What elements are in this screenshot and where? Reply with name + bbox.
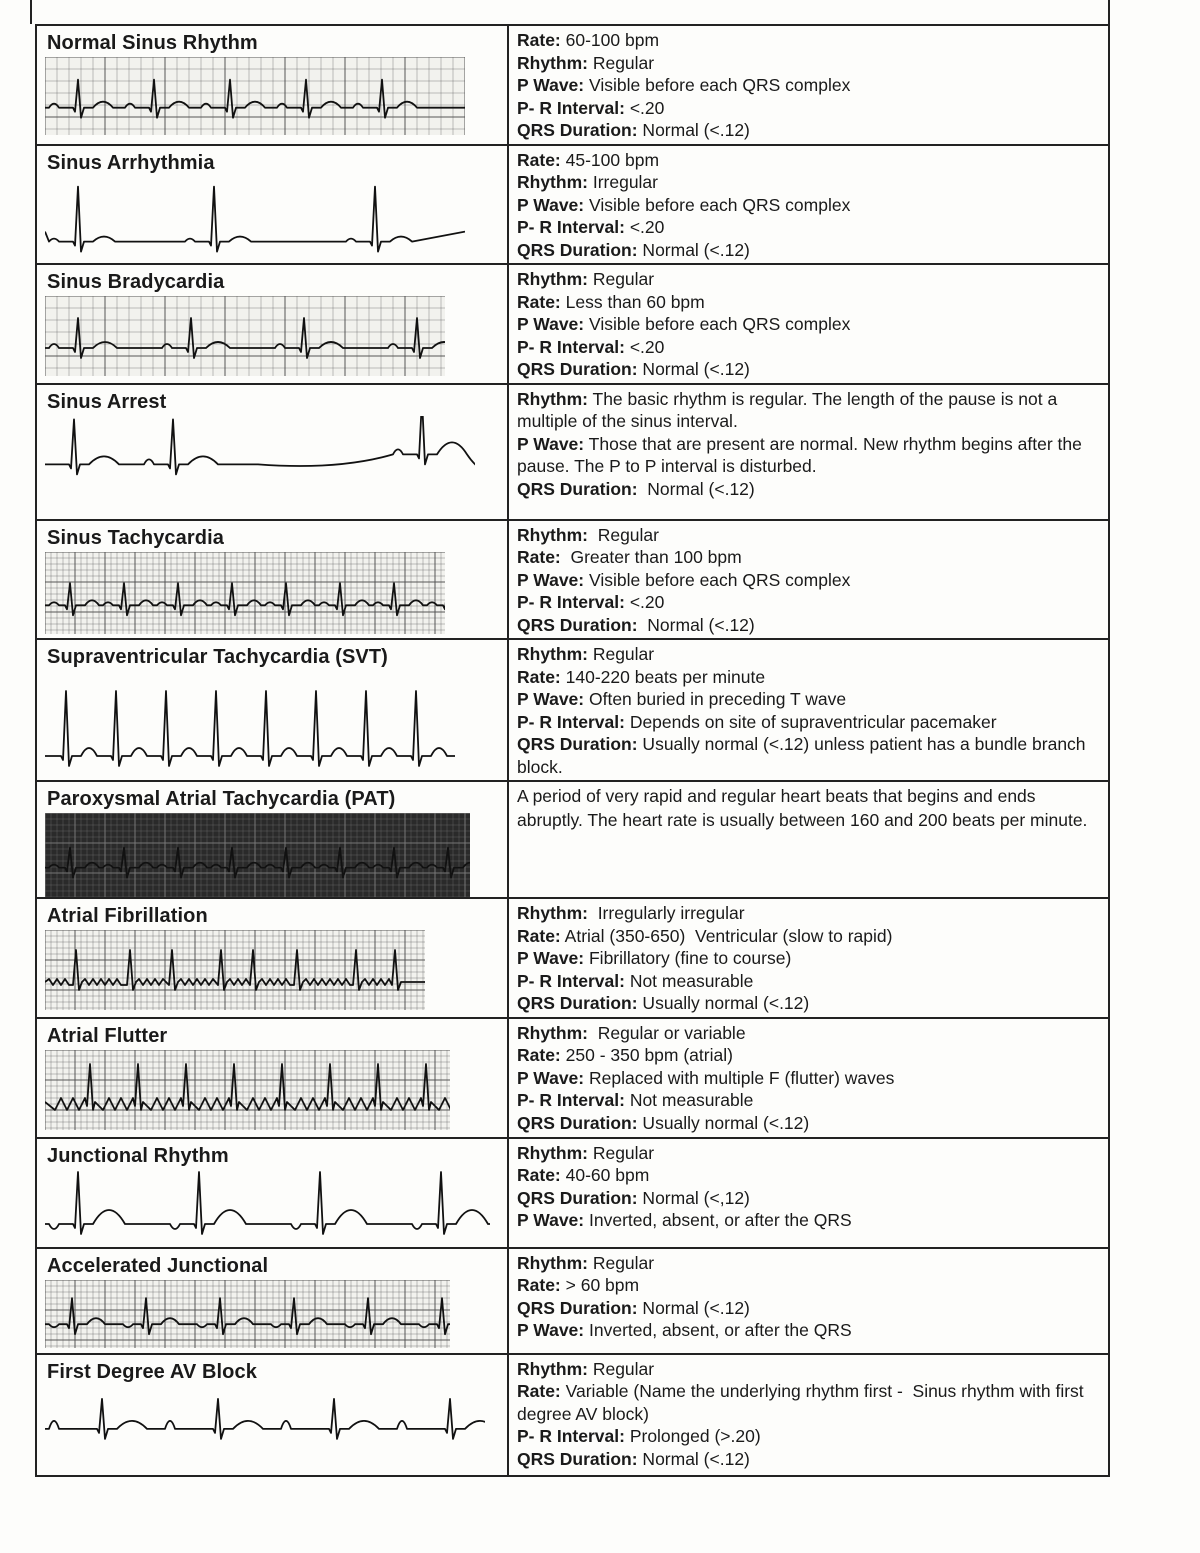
criteria-value: Inverted, absent, or after the QRS bbox=[584, 1210, 852, 1230]
rhythm-name: Sinus Arrest bbox=[47, 390, 167, 413]
criteria-value: Usually normal (<.12) bbox=[637, 1112, 810, 1133]
rhythm-name: Atrial Flutter bbox=[47, 1024, 168, 1047]
criteria-line bbox=[517, 1448, 1102, 1471]
ecg-trace bbox=[45, 1172, 490, 1234]
rhythm-row bbox=[36, 1138, 1109, 1248]
criteria-line bbox=[517, 524, 1102, 547]
ecg-strip bbox=[45, 813, 470, 897]
ecg-strip bbox=[45, 57, 465, 135]
criteria-value: Depends on site of supraventricular pacemaker bbox=[624, 711, 997, 732]
criteria-label: QRS Duration: bbox=[517, 1297, 638, 1318]
rhythm-row bbox=[36, 639, 1109, 781]
criteria-line bbox=[517, 1297, 1102, 1320]
criteria-line bbox=[517, 614, 1102, 637]
rhythm-name: Accelerated Junctional bbox=[47, 1254, 269, 1277]
criteria-value: Those that are present are normal. New rhythm begins after the pause. The P to P interval is disturbed. bbox=[517, 433, 1087, 476]
criteria-line bbox=[517, 688, 1102, 711]
criteria-value: Regular bbox=[587, 1142, 655, 1163]
rhythm-criteria-cell bbox=[508, 384, 1109, 520]
criteria-line bbox=[517, 569, 1102, 592]
rhythm-row bbox=[36, 1248, 1109, 1354]
rhythm-criteria-cell bbox=[508, 1138, 1109, 1248]
criteria-line bbox=[517, 733, 1102, 778]
ecg-strip bbox=[45, 177, 465, 261]
rhythm-criteria-cell bbox=[508, 520, 1109, 640]
criteria-label: P Wave: bbox=[517, 1320, 585, 1340]
rhythm-criteria-cell bbox=[508, 639, 1109, 781]
criteria-value: > 60 bpm bbox=[560, 1275, 640, 1295]
criteria-line bbox=[517, 313, 1102, 336]
criteria-line bbox=[517, 291, 1102, 314]
criteria-label: Rate: bbox=[517, 30, 561, 50]
criteria-value: 140-220 beats per minute bbox=[560, 666, 766, 687]
criteria-value: <.20 bbox=[624, 217, 665, 237]
criteria-line bbox=[517, 171, 1102, 194]
criteria-label: Rhythm: bbox=[517, 1022, 588, 1043]
criteria-label: P Wave: bbox=[517, 1067, 585, 1088]
rhythm-name: Paroxysmal Atrial Tachycardia (PAT) bbox=[47, 788, 396, 810]
rhythm-strip-cell bbox=[36, 25, 508, 145]
criteria-value: Regular bbox=[587, 1252, 655, 1273]
criteria-label: QRS Duration: bbox=[517, 239, 638, 260]
criteria-value: The basic rhythm is regular. The length of the pause is not a multiple of the sinus interval. bbox=[517, 388, 1063, 431]
criteria-line bbox=[517, 149, 1102, 172]
rhythm-row bbox=[36, 1354, 1109, 1476]
ecg-strip bbox=[45, 1050, 450, 1130]
criteria-value: A period of very rapid and regular heart beats that begins and ends abruptly. The heart rate is usually between 160 and 200 beats per minute. bbox=[517, 786, 1088, 830]
ecg-trace bbox=[45, 691, 455, 766]
criteria-label: Rate: bbox=[517, 149, 561, 170]
rhythm-name: Normal Sinus Rhythm bbox=[47, 32, 258, 54]
criteria-value: Visible before each QRS complex bbox=[584, 569, 851, 590]
criteria-label: Rhythm: bbox=[517, 644, 588, 664]
criteria-value: Replaced with multiple F (flutter) waves bbox=[584, 1067, 895, 1088]
rhythm-strip-cell bbox=[36, 264, 508, 384]
criteria-line bbox=[517, 29, 1102, 52]
criteria-value: 250 - 350 bpm (atrial) bbox=[560, 1045, 733, 1065]
criteria-value: Normal (<.12) bbox=[637, 478, 755, 499]
criteria-line bbox=[517, 336, 1102, 359]
criteria-value: Visible before each QRS complex bbox=[584, 75, 851, 95]
criteria-label: P Wave: bbox=[517, 75, 585, 95]
criteria-label: Rate: bbox=[517, 666, 561, 687]
criteria-label: Rate: bbox=[517, 291, 561, 312]
ecg-trace bbox=[45, 416, 475, 474]
criteria-label: QRS Duration: bbox=[517, 1112, 638, 1133]
criteria-label: P- R Interval: bbox=[517, 1426, 625, 1446]
criteria-value: Variable (Name the underlying rhythm first - Sinus rhythm with first degree AV block) bbox=[517, 1381, 1089, 1424]
criteria-label: P- R Interval: bbox=[517, 217, 625, 237]
criteria-value: 40-60 bpm bbox=[560, 1165, 650, 1185]
criteria-value: Irregular bbox=[587, 172, 658, 192]
rhythm-strip-cell bbox=[36, 1018, 508, 1138]
criteria-line bbox=[517, 785, 1102, 832]
criteria-value: Normal (<.12) bbox=[637, 120, 750, 140]
criteria-value: Not measurable bbox=[624, 1090, 754, 1110]
rhythm-row bbox=[36, 264, 1109, 384]
criteria-line bbox=[517, 1164, 1102, 1187]
criteria-value: Greater than 100 bpm bbox=[560, 547, 742, 567]
rhythm-name: Sinus Tachycardia bbox=[47, 526, 224, 549]
criteria-line bbox=[517, 74, 1102, 97]
criteria-line bbox=[517, 1089, 1102, 1112]
criteria-value: Prolonged (>.20) bbox=[624, 1426, 761, 1446]
ecg-strip bbox=[45, 671, 455, 771]
rhythm-row bbox=[36, 1018, 1109, 1138]
criteria-value: Irregularly irregular bbox=[587, 903, 745, 923]
criteria-label: Rhythm: bbox=[517, 52, 588, 73]
criteria-label: Rhythm: bbox=[517, 1358, 588, 1379]
ecg-strip bbox=[45, 1170, 490, 1242]
criteria-label: QRS Duration: bbox=[517, 993, 638, 1013]
criteria-label: QRS Duration: bbox=[517, 1187, 638, 1208]
criteria-label: QRS Duration: bbox=[517, 1448, 638, 1469]
criteria-value: Regular bbox=[587, 269, 655, 289]
criteria-line bbox=[517, 1319, 1102, 1342]
criteria-label: Rhythm: bbox=[517, 388, 588, 409]
criteria-label: P Wave: bbox=[517, 1210, 585, 1230]
top-border bbox=[30, 0, 1110, 24]
criteria-label: P Wave: bbox=[517, 314, 585, 334]
criteria-label: QRS Duration: bbox=[517, 614, 638, 635]
criteria-value: 45-100 bpm bbox=[560, 149, 660, 170]
rhythm-criteria-cell bbox=[508, 781, 1109, 898]
criteria-value: Fibrillatory (fine to course) bbox=[584, 948, 792, 968]
criteria-line bbox=[517, 52, 1102, 75]
criteria-line bbox=[517, 433, 1102, 478]
rhythm-row bbox=[36, 520, 1109, 640]
criteria-label: P Wave: bbox=[517, 194, 585, 215]
rhythm-criteria-cell bbox=[508, 1354, 1109, 1476]
criteria-value: <.20 bbox=[624, 336, 665, 357]
rhythm-criteria-cell bbox=[508, 898, 1109, 1018]
criteria-value: <.20 bbox=[624, 97, 665, 118]
criteria-line bbox=[517, 947, 1102, 970]
ecg-strip bbox=[45, 416, 475, 504]
rhythm-reference-sheet bbox=[35, 24, 1110, 1477]
ecg-grid-background bbox=[45, 1280, 450, 1348]
rhythm-strip-cell bbox=[36, 145, 508, 265]
criteria-value: Regular bbox=[587, 52, 655, 73]
criteria-value: Normal (<.12) bbox=[637, 359, 750, 379]
rhythm-strip-cell bbox=[36, 1138, 508, 1248]
criteria-line bbox=[517, 358, 1102, 381]
rhythm-criteria-cell bbox=[508, 264, 1109, 384]
criteria-line bbox=[517, 1142, 1102, 1165]
criteria-line bbox=[517, 902, 1102, 925]
criteria-line bbox=[517, 591, 1102, 614]
ecg-strip bbox=[45, 1386, 485, 1464]
criteria-line bbox=[517, 216, 1102, 239]
rhythm-row bbox=[36, 384, 1109, 520]
criteria-line bbox=[517, 97, 1102, 120]
criteria-value: Inverted, absent, or after the QRS bbox=[584, 1320, 852, 1340]
rhythm-row bbox=[36, 898, 1109, 1018]
criteria-value: Not measurable bbox=[624, 970, 754, 991]
criteria-label: P Wave: bbox=[517, 569, 585, 590]
criteria-line bbox=[517, 1358, 1102, 1381]
criteria-label: Rhythm: bbox=[517, 269, 588, 289]
criteria-line bbox=[517, 1067, 1102, 1090]
rhythm-criteria-cell bbox=[508, 25, 1109, 145]
rhythm-name: Junctional Rhythm bbox=[47, 1144, 229, 1167]
criteria-label: QRS Duration: bbox=[517, 734, 638, 754]
rhythm-row bbox=[36, 145, 1109, 265]
criteria-label: Rate: bbox=[517, 1381, 561, 1401]
criteria-label: P Wave: bbox=[517, 689, 585, 709]
criteria-label: Rhythm: bbox=[517, 172, 588, 192]
criteria-line bbox=[517, 970, 1102, 993]
criteria-value: Usually normal (<.12) bbox=[637, 993, 810, 1013]
rhythm-row bbox=[36, 781, 1109, 898]
criteria-label: P- R Interval: bbox=[517, 1090, 625, 1110]
rhythm-strip-cell bbox=[36, 781, 508, 898]
criteria-line bbox=[517, 666, 1102, 689]
criteria-value: Normal (<.12) bbox=[637, 614, 755, 635]
criteria-value: Atrial (350-650) Ventricular (slow to rapid) bbox=[560, 925, 893, 946]
rhythm-name: Sinus Arrhythmia bbox=[47, 151, 215, 174]
rhythm-table bbox=[35, 24, 1110, 1477]
criteria-line bbox=[517, 1274, 1102, 1297]
rhythm-name: First Degree AV Block bbox=[47, 1360, 257, 1383]
criteria-label: P- R Interval: bbox=[517, 970, 625, 991]
criteria-value: <.20 bbox=[624, 592, 665, 612]
criteria-line bbox=[517, 268, 1102, 291]
criteria-label: Rate: bbox=[517, 1275, 561, 1295]
criteria-line bbox=[517, 711, 1102, 734]
rhythm-strip-cell bbox=[36, 639, 508, 781]
ecg-strip bbox=[45, 296, 445, 376]
rhythm-name: Sinus Bradycardia bbox=[47, 271, 225, 293]
ecg-trace bbox=[45, 186, 465, 251]
criteria-label: P- R Interval: bbox=[517, 97, 625, 118]
rhythm-strip-cell bbox=[36, 1354, 508, 1476]
criteria-value: Regular bbox=[587, 1358, 655, 1379]
criteria-line bbox=[517, 643, 1102, 666]
rhythm-strip-cell bbox=[36, 384, 508, 520]
criteria-line bbox=[517, 1252, 1102, 1275]
criteria-line bbox=[517, 992, 1102, 1015]
criteria-value: Often buried in preceding T wave bbox=[584, 689, 847, 709]
rhythm-row bbox=[36, 25, 1109, 145]
rhythm-name: Atrial Fibrillation bbox=[47, 905, 208, 927]
rhythm-name: Supraventricular Tachycardia (SVT) bbox=[47, 646, 388, 668]
criteria-label: Rate: bbox=[517, 1165, 561, 1185]
criteria-label: QRS Duration: bbox=[517, 359, 638, 379]
rhythm-criteria-cell bbox=[508, 1018, 1109, 1138]
criteria-label: Rhythm: bbox=[517, 1252, 588, 1273]
criteria-value: Normal (<.12) bbox=[637, 1448, 750, 1469]
criteria-label: P Wave: bbox=[517, 433, 585, 454]
criteria-line bbox=[517, 194, 1102, 217]
criteria-value: Regular bbox=[587, 524, 659, 545]
criteria-label: Rhythm: bbox=[517, 1142, 588, 1163]
rhythm-strip-cell bbox=[36, 1248, 508, 1354]
ecg-strip bbox=[45, 1280, 450, 1348]
criteria-label: QRS Duration: bbox=[517, 478, 638, 499]
criteria-line bbox=[517, 1044, 1102, 1067]
criteria-line bbox=[517, 239, 1102, 262]
criteria-label: Rhythm: bbox=[517, 524, 588, 545]
ecg-strip bbox=[45, 930, 425, 1010]
criteria-value: Usually normal (<.12) unless patient has a bundle branch block. bbox=[517, 734, 1091, 777]
criteria-label: Rate: bbox=[517, 547, 561, 567]
criteria-value: 60-100 bpm bbox=[560, 30, 660, 50]
criteria-value: Normal (<.12) bbox=[637, 239, 750, 260]
criteria-label: P Wave: bbox=[517, 948, 585, 968]
criteria-value: Normal (<,12) bbox=[637, 1187, 750, 1208]
ecg-grid-background bbox=[45, 57, 465, 135]
criteria-label: P- R Interval: bbox=[517, 336, 625, 357]
criteria-value: Less than 60 bpm bbox=[560, 291, 705, 312]
criteria-line bbox=[517, 119, 1102, 142]
criteria-line bbox=[517, 1380, 1102, 1425]
criteria-label: QRS Duration: bbox=[517, 120, 638, 140]
ecg-strip bbox=[45, 552, 445, 634]
rhythm-criteria-cell bbox=[508, 1248, 1109, 1354]
criteria-line bbox=[517, 546, 1102, 569]
criteria-line bbox=[517, 1209, 1102, 1232]
criteria-line bbox=[517, 1187, 1102, 1210]
criteria-line bbox=[517, 1022, 1102, 1045]
criteria-label: P- R Interval: bbox=[517, 711, 625, 732]
criteria-line bbox=[517, 478, 1102, 501]
criteria-label: Rhythm: bbox=[517, 903, 588, 923]
rhythm-criteria-cell bbox=[508, 145, 1109, 265]
criteria-value: Normal (<.12) bbox=[637, 1297, 750, 1318]
criteria-label: P- R Interval: bbox=[517, 592, 625, 612]
criteria-label: Rate: bbox=[517, 1045, 561, 1065]
ecg-trace bbox=[45, 1398, 485, 1438]
criteria-line bbox=[517, 925, 1102, 948]
criteria-value: Visible before each QRS complex bbox=[584, 314, 851, 334]
criteria-label: Rate: bbox=[517, 925, 561, 946]
criteria-line bbox=[517, 388, 1102, 433]
rhythm-strip-cell bbox=[36, 898, 508, 1018]
criteria-line bbox=[517, 1112, 1102, 1135]
criteria-value: Regular bbox=[587, 644, 655, 664]
criteria-value: Visible before each QRS complex bbox=[584, 194, 851, 215]
rhythm-strip-cell bbox=[36, 520, 508, 640]
criteria-line bbox=[517, 1425, 1102, 1448]
criteria-value: Regular or variable bbox=[587, 1022, 746, 1043]
